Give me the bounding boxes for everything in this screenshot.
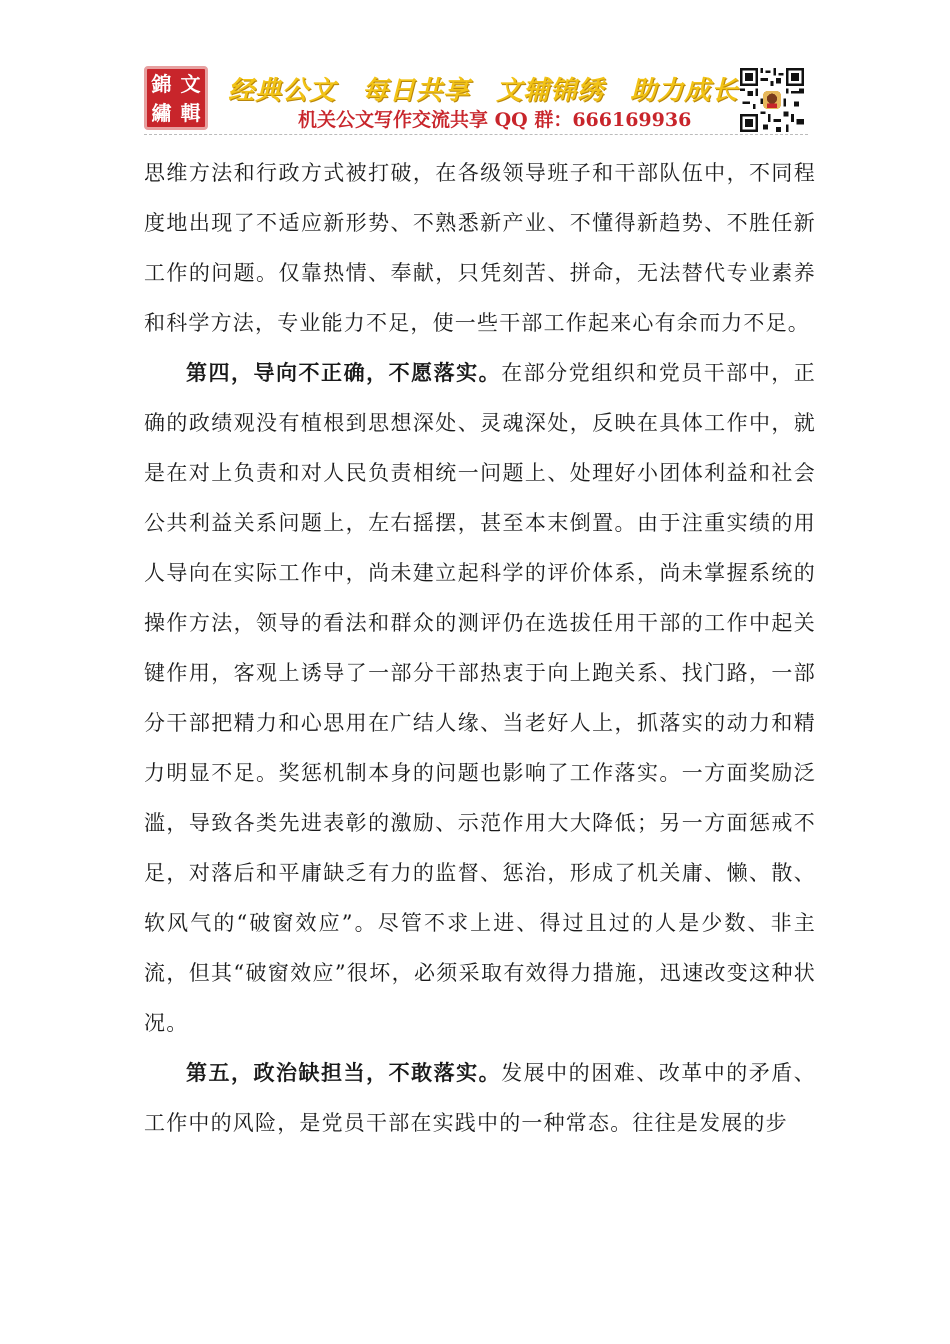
paragraph-text: 发展中的困难、改革中的矛盾、工作中的风险，是党员干部在实践中的一种常态。往往是发展的步	[144, 1061, 816, 1135]
paragraph-fifth	[144, 1048, 816, 1148]
document-body	[144, 148, 816, 1148]
paragraph-text: 思维方法和行政方式被打破，在各级领导班子和干部队伍中，不同程度地出现了不适应新形势、不熟悉新产业、不懂得新趋势、不胜任新工作的问题。仅靠热情、奉献，只凭刻苦、拼命，无法替代专业素养和科学方法，专业能力不足，使一些干部工作起来心有余而力不足。	[144, 161, 816, 335]
paragraph-fourth	[144, 348, 816, 1048]
qq-group-line: 机关公文写作交流共享 QQ 群：666169936	[298, 109, 692, 131]
qr-code-icon	[740, 68, 804, 132]
slogan-3: 文辅锦绣	[496, 76, 605, 106]
paragraph-continued	[144, 148, 816, 348]
slogan-1: 经典公文	[228, 76, 337, 106]
slogan-4: 助力成长	[630, 76, 739, 106]
paragraph-lead: 第五，政治缺担当，不敢落实。	[186, 1060, 502, 1085]
header-slogan	[228, 70, 739, 107]
header-divider	[144, 134, 808, 135]
paragraph-lead: 第四，导向不正确，不愿落实。	[186, 360, 502, 385]
seal-logo: 錦 文 繡 輯	[144, 66, 208, 130]
paragraph-text: 在部分党组织和党员干部中，正确的政绩观没有植根到思想深处、灵魂深处，反映在具体工作中，就是在对上负责和对人民负责相统一问题上、处理好小团体利益和社会公共利益关系问题上，左右摇摆，甚至本末倒置。由于注重实绩的用人导向在实际工作中，尚未建立起科学的评价体系，尚未掌握系统的操作方法，领导的看法和群众的测评仍在选拔任用干部的工作中起关键作用，客观上诱导了一部分干部热衷于向上跑关系、找门路，一部分干部把精力和心思用在广结人缘、当老好人上，抓落实的动力和精力明显不足。奖惩机制本身的问题也影响了工作落实。一方面奖励泛滥，导致各类先进表彰的激励、示范作用大大降低；另一方面惩戒不足，对落后和平庸缺乏有力的监督、惩治，形成了机关庸、懒、散、软风气的“破窗效应”。尽管不求上进、得过且过的人是少数、非主流，但其“破窗效应”很坏，必须采取有效得力措施，迅速改变这种状况。	[144, 361, 816, 1035]
page-header	[0, 0, 950, 140]
slogan-2: 每日共享	[362, 76, 471, 106]
